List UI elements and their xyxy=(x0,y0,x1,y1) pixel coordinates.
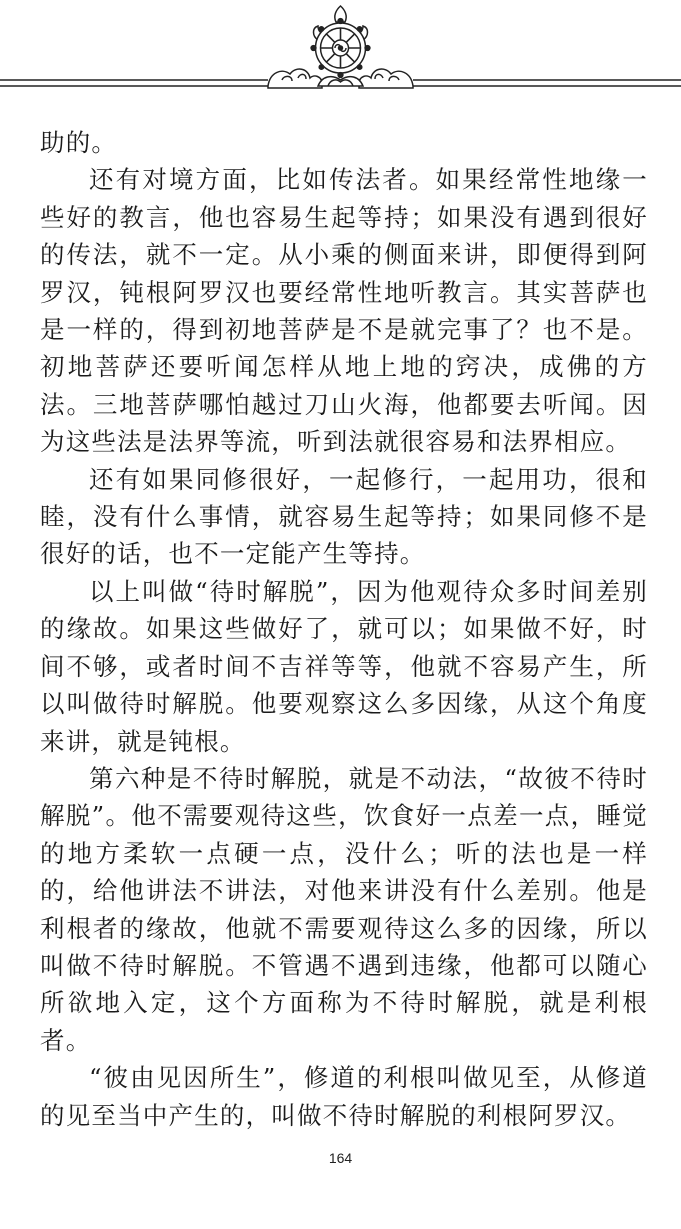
paragraph: 助的。 xyxy=(40,128,118,157)
page-body xyxy=(40,124,648,1134)
cloud-scroll-right-icon xyxy=(359,69,413,88)
page-header-ornament xyxy=(0,0,681,110)
paragraph: 还有如果同修很好，一起修行，一起用功，很和睦，没有什么事情，就容易生起等持；如果同修不是很好的话，也不一定能产生等持。 xyxy=(40,464,648,569)
cloud-scroll-left-icon xyxy=(268,69,322,88)
dharma-wheel-icon xyxy=(311,6,370,86)
paragraph: “彼由见因所生”，修道的利根叫做见至，从修道的见至当中产生的，叫做不待时解脱的利根阿罗汉。 xyxy=(40,1063,648,1130)
paragraph: 第六种是不待时解脱，就是不动法，“故彼不待时解脱”。他不需要观待这些，饮食好一点差一点，睡觉的地方柔软一点硬一点，没什么；听的法也是一样的，给他讲法不讲法，对他来讲没有什么差别。他是利根者的缘故，他就不需要观待这么多的因缘，所以叫做不待时解脱。不管遇不遇到违缘，他都可以随心所欲地入定，这个方面称为不待时解脱，就是利根者。 xyxy=(40,763,648,1055)
page-number: 164 xyxy=(328,1150,353,1166)
paragraph: 以上叫做“待时解脱”，因为他观待众多时间差别的缘故。如果这些做好了，就可以；如果做不好，时间不够，或者时间不吉祥等等，他就不容易产生，所以叫做待时解脱。他要观察这么多因缘，从这个角度来讲，就是钝根。 xyxy=(40,576,648,756)
paragraph: 还有对境方面，比如传法者。如果经常性地缘一些好的教言，他也容易生起等持；如果没有遇到很好的传法，就不一定。从小乘的侧面来讲，即便得到阿罗汉，钝根阿罗汉也要经常性地听教言。其实菩萨也是一样的，得到初地菩萨是不是就完事了？也不是。初地菩萨还要听闻怎样从地上地的窍决，成佛的方法。三地菩萨哪怕越过刀山火海，他都要去听闻。因为这些法是法界等流，听到法就很容易和法界相应。 xyxy=(40,165,648,457)
